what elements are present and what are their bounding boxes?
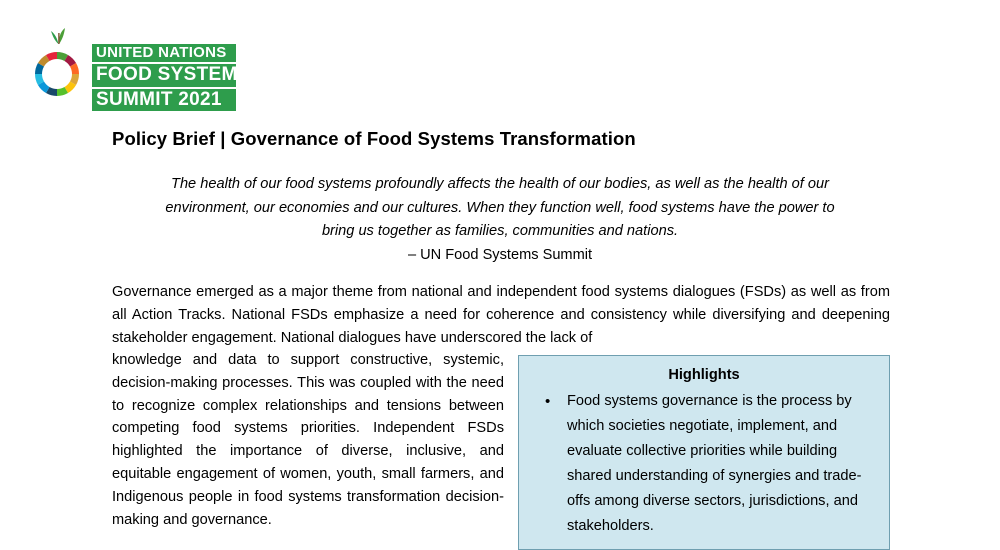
list-item [533, 389, 875, 540]
body-paragraph-wide: Governance emerged as a major theme from national and independent food systems dialogues (FSDs) as well as from all Action Tracks. National FSDs emphasize a need for coherence and consistency while diversifying and deepening stakeholder engagement. National dialogues have underscored the lack of [112, 284, 890, 346]
logo-line-2: FOOD SYSTEMS [92, 64, 236, 86]
highlights-list [533, 389, 875, 540]
body-paragraph-left-column: knowledge and data to support constructive, systemic, decision-making processes. This was coupled with the need to recognize complex relationships and tensions between competing food systems priorities. Independent FSDs highlighted the importance of diverse, inclusive, and equitable engagement of women, youth, small farmers, and Indigenous people in food systems transformation decision-making and governance. [112, 352, 504, 528]
logo-line-3: SUMMIT 2021 [92, 89, 236, 111]
highlights-title: Highlights [668, 367, 740, 383]
page-title: Policy Brief | Governance of Food Systems Transformation [112, 128, 636, 149]
un-food-systems-summit-logo [26, 22, 251, 114]
quote-attribution: – UN Food Systems Summit [407, 246, 593, 263]
bullet-icon: • [545, 393, 551, 410]
logo-wordmark [92, 44, 251, 113]
logo-line-1: UNITED NATIONS [92, 44, 236, 62]
sdg-color-wheel-icon [26, 40, 88, 102]
pull-quote [150, 173, 850, 268]
list-item-text: Food systems governance is the process by which societies negotiate, implement, and evaluate collective priorities while building shared understanding of synergies and trade-offs among diverse sectors, jurisdictions, and stakeholders. [567, 393, 862, 535]
highlights-box [518, 355, 890, 550]
quote-text: The health of our food systems profoundly affects the health of our bodies, as well as the health of our environment, our economies and our cultures. When they function well, food systems have the power to bring us together as families, communities and nations. [165, 176, 835, 240]
leaf-icon [48, 24, 70, 46]
